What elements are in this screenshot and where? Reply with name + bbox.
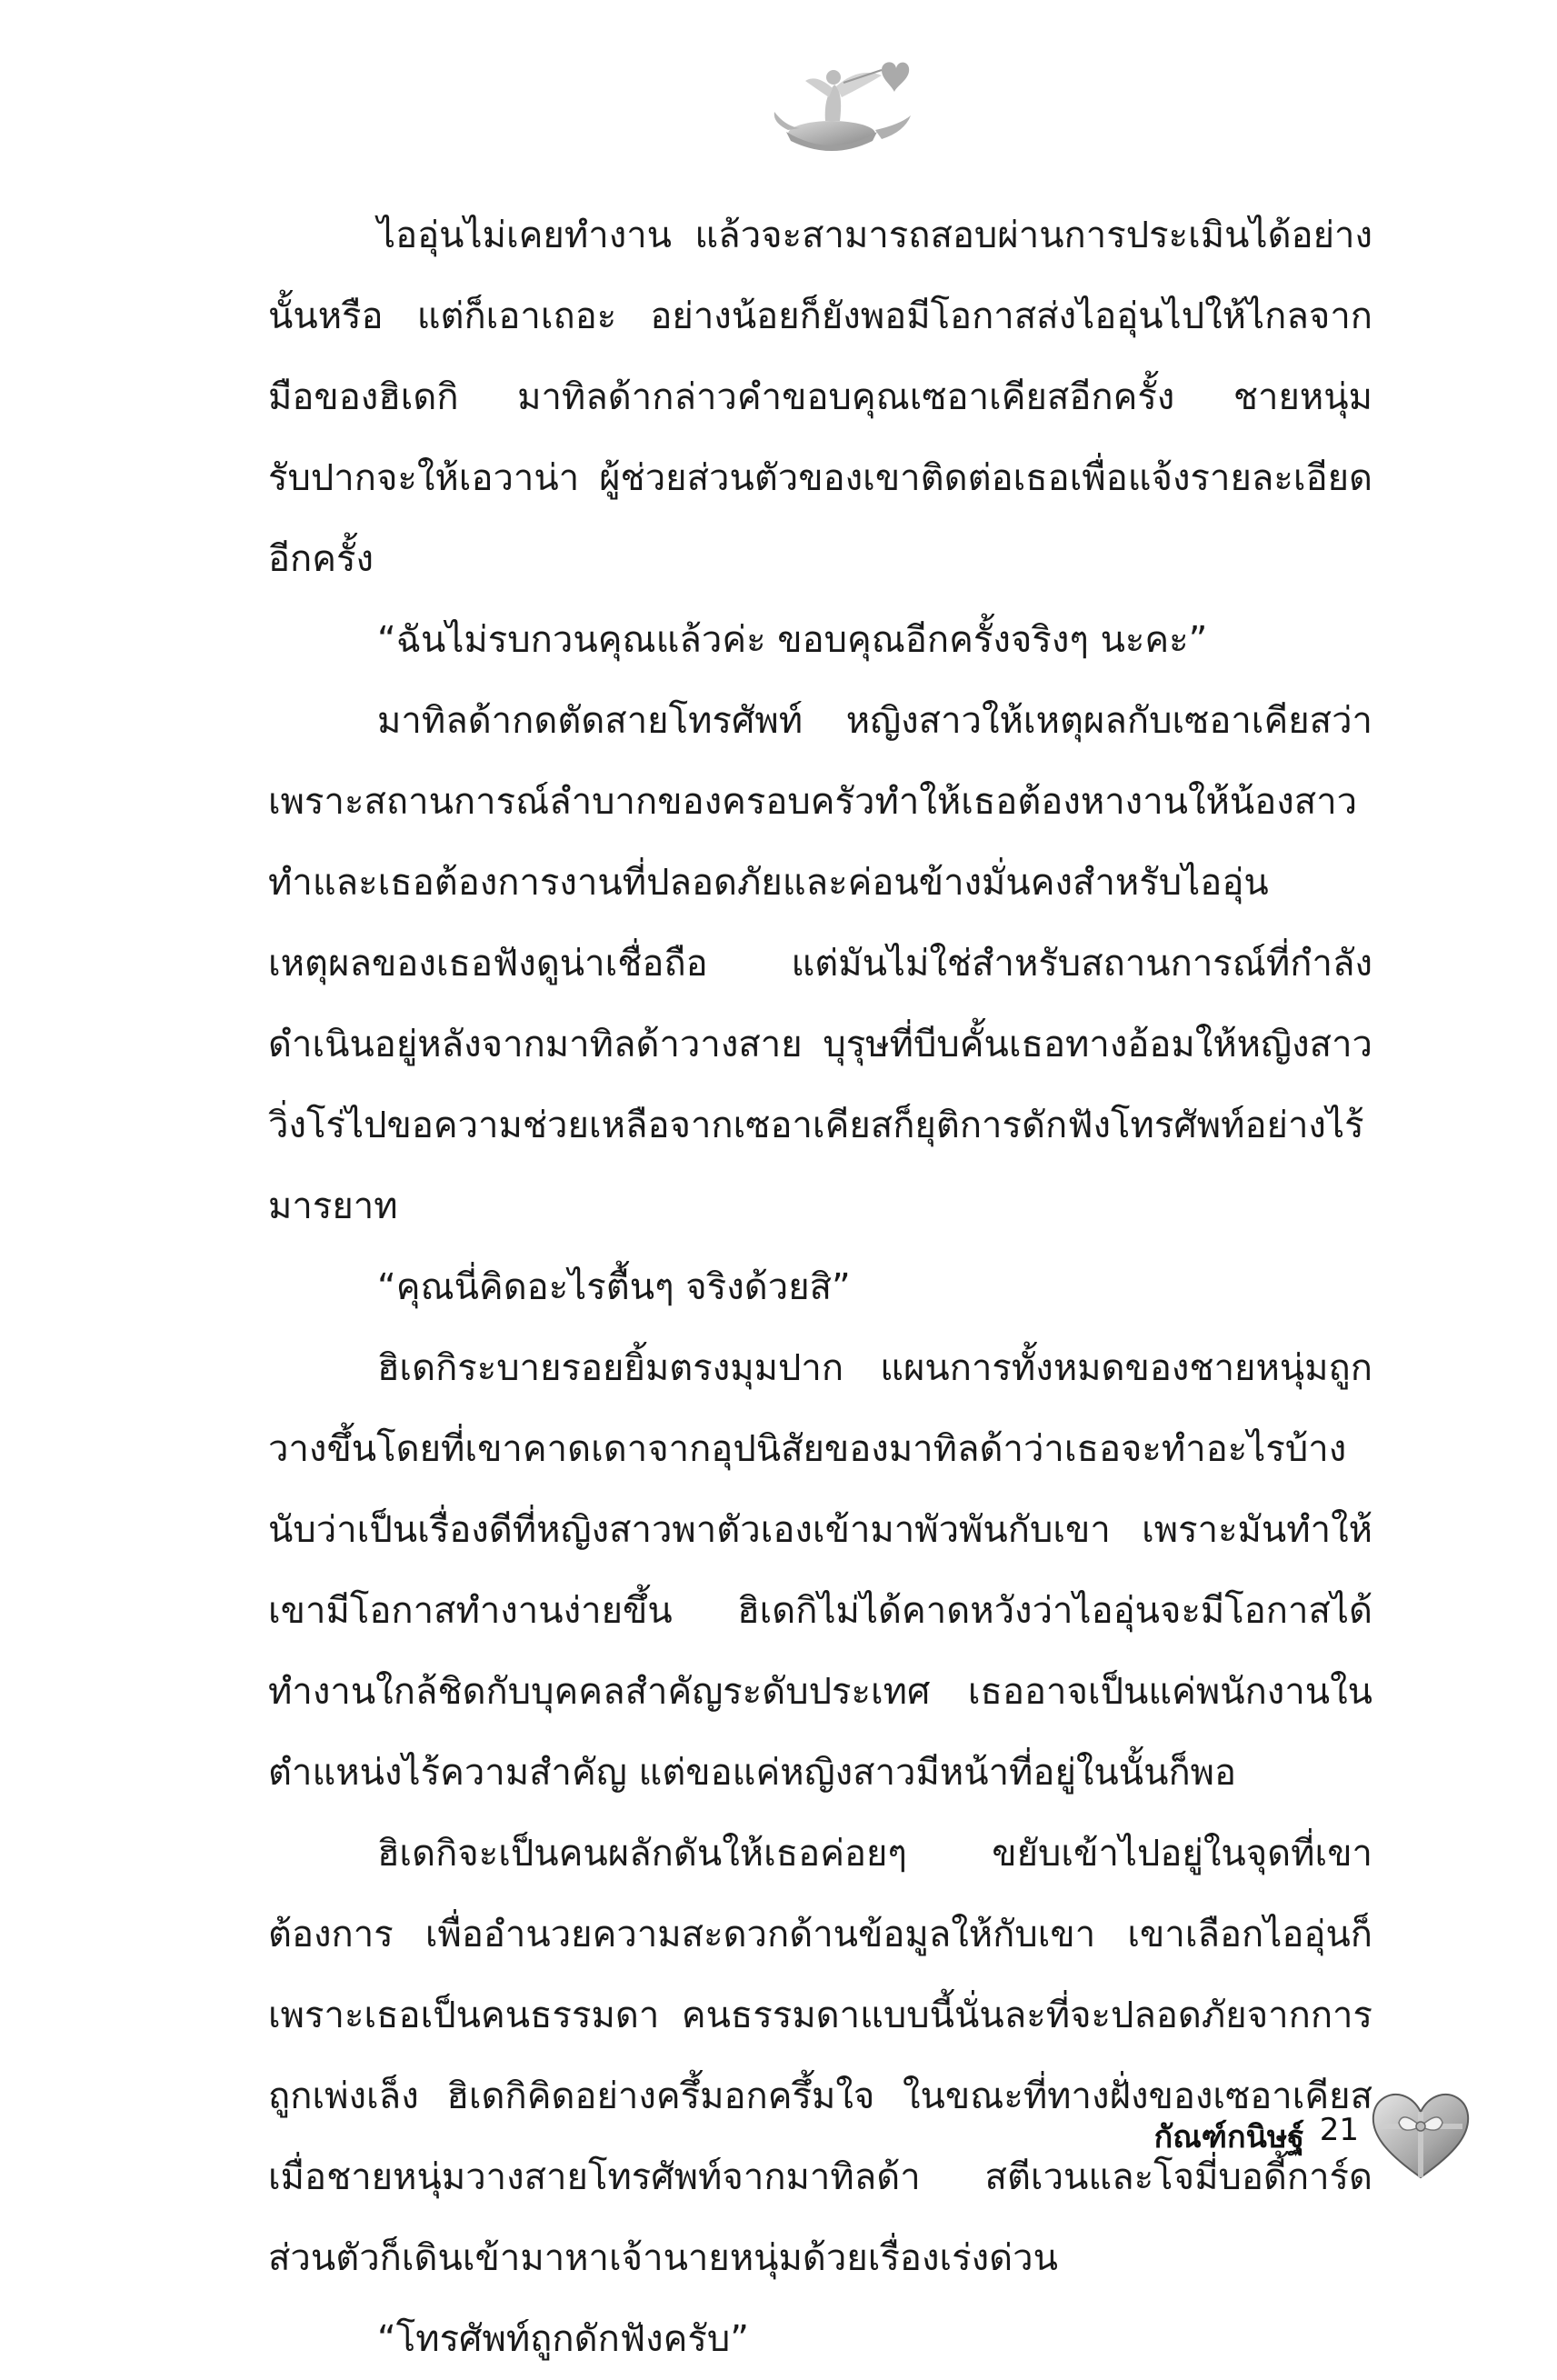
paragraph: ไออุ่นไม่เคยทำงาน แล้วจะสามารถสอบผ่านการประเมินได้อย่างนั้นหรือ แต่ก็เอาเถอะ อย่างน้อยก็ยังพอมีโอกาสส่งไออุ่นไปให้ไกลจากมือของฮิเดกิ มาทิลด้ากล่าวคำขอบคุณเซอาเคียสอีกครั้ง ชายหนุ่มรับปากจะให้เอวาน่า ผู้ช่วยส่วนตัวของเขาติดต่อเธอเพื่อแจ้งรายละเอียดอีกครั้ง [268,215,1372,580]
page-number: 21 [1319,2112,1359,2148]
paragraph: มาทิลด้ากดตัดสายโทรศัพท์ หญิงสาวให้เหตุผลกับเซอาเคียสว่าเพราะสถานการณ์ลำบากของครอบครัวทำให้เธอต้องหางานให้น้องสาวทำและเธอต้องการงานที่ปลอดภัยและค่อนข้างมั่นคงสำหรับไออุ่น เหตุผลของเธอฟังดูน่าเชื่อถือ แต่มันไม่ใช่สำหรับสถานการณ์ที่กำลังดำเนินอยู่หลังจากมาทิลด้าวางสาย บุรุษที่บีบคั้นเธอทางอ้อมให้หญิงสาววิ่งโร่ไปขอความช่วยเหลือจากเซอาเคียสก็ยุติการดักฟังโทรศัพท์อย่างไร้มารยาท [268,700,1372,1227]
cupid-teapot-ornament-icon [745,50,927,159]
heart-with-bow-icon [1366,2086,1475,2186]
paragraph: ฮิเดกิระบายรอยยิ้มตรงมุมปาก แผนการทั้งหมดของชายหนุ่มถูกวางขึ้นโดยที่เขาคาดเดาจากอุปนิสัยของมาทิลด้าว่าเธอจะทำอะไรบ้างนับว่าเป็นเรื่องดีที่หญิงสาวพาตัวเองเข้ามาพัวพันกับเขา เพราะมันทำให้เขามีโอกาสทำงานง่ายขึ้น ฮิเดกิไม่ได้คาดหวังว่าไออุ่นจะมีโอกาสได้ทำงานใกล้ชิดกับบุคคลสำคัญระดับประเทศ เธออาจเป็นแค่พนักงานในตำแหน่งไร้ความสำคัญ แต่ขอแค่หญิงสาวมีหน้าที่อยู่ในนั้นก็พอ [268,1347,1372,1794]
page-footer [0,2086,1557,2186]
page-body [268,195,1372,2380]
dialogue-line: “โทรศัพท์ถูกดักฟังครับ” [377,2318,750,2360]
book-title: กัณฑ์กนิษฐ์ [1153,2119,1304,2155]
dialogue-line: “คุณนี่คิดอะไรตื้นๆ จริงด้วยสิ” [377,1266,851,1308]
dialogue-line: “ฉันไม่รบกวนคุณแล้วค่ะ ขอบคุณอีกครั้งจริงๆ นะคะ” [377,619,1208,661]
paragraph: ฮิเดกิจะเป็นคนผลักดันให้เธอค่อยๆ ขยับเข้าไปอยู่ในจุดที่เขาต้องการ เพื่ออำนวยความสะดวกด้านข้อมูลให้กับเขา เขาเลือกไออุ่นก็เพราะเธอเป็นคนธรรมดา คนธรรมดาแบบนี้นั่นละที่จะปลอดภัยจากการถูกเพ่งเล็ง ฮิเดกิคิดอย่างครึ้มอกครึ้มใจ ในขณะที่ทางฝั่งของเซอาเคียส เมื่อชายหนุ่มวางสายโทรศัพท์จากมาทิลด้า สตีเวนและโจมี่บอดี้การ์ดส่วนตัวก็เดินเข้ามาหาเจ้านายหนุ่มด้วยเรื่องเร่งด่วน [268,1833,1372,2279]
